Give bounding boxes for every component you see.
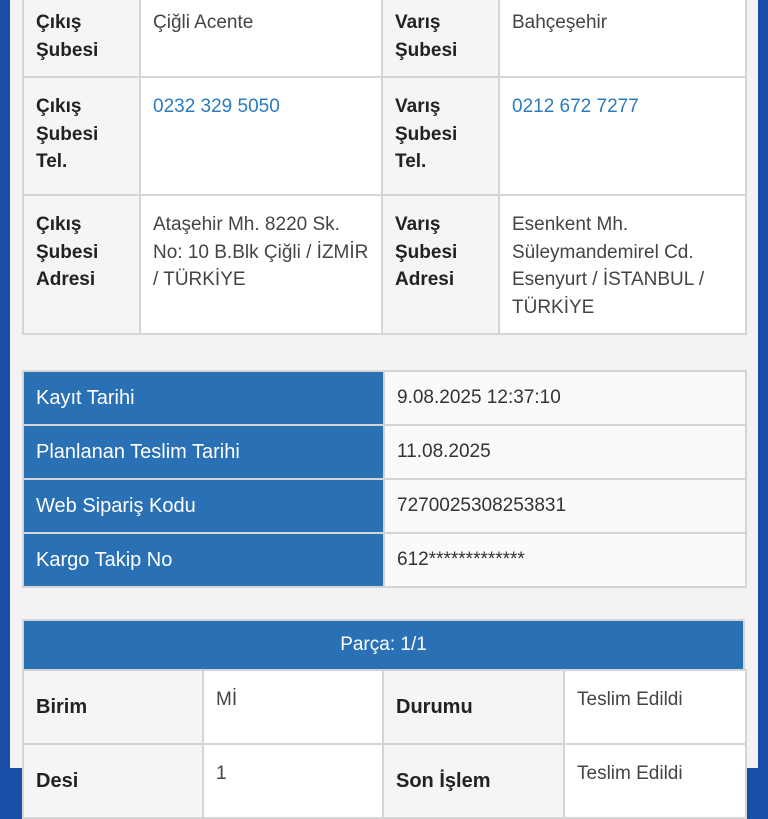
- registration-date-value: 9.08.2025 12:37:10: [384, 371, 746, 425]
- table-row: [23, 425, 746, 479]
- origin-branch-address-value: Ataşehir Mh. 8220 Sk. No: 10 B.Blk Çiğli / İZMİR / TÜRKİYE: [140, 195, 382, 334]
- table-row: [23, 77, 746, 195]
- status-label: Durumu: [383, 670, 564, 744]
- origin-branch-label: Çıkış Şubesi: [23, 0, 140, 77]
- part-header: Parça: 1/1: [22, 619, 745, 671]
- unit-label: Birim: [23, 670, 203, 744]
- table-row: [23, 533, 746, 587]
- unit-value: Mİ: [203, 670, 383, 744]
- destination-branch-phone-label: Varış Şubesi Tel.: [382, 77, 499, 195]
- part-table: [22, 669, 747, 819]
- last-action-label: Son İşlem: [383, 744, 564, 818]
- table-row: [23, 0, 746, 77]
- branch-table: [22, 0, 747, 335]
- origin-branch-value: Çiğli Acente: [140, 0, 382, 77]
- shipment-info-table: [22, 370, 747, 588]
- table-row: [23, 479, 746, 533]
- desi-label: Desi: [23, 744, 203, 818]
- origin-branch-phone-label: Çıkış Şubesi Tel.: [23, 77, 140, 195]
- origin-branch-phone-link[interactable]: 0232 329 5050: [140, 77, 382, 195]
- web-order-code-value: 7270025308253831: [384, 479, 746, 533]
- origin-branch-address-label: Çıkış Şubesi Adresi: [23, 195, 140, 334]
- planned-delivery-date-label: Planlanan Teslim Tarihi: [23, 425, 384, 479]
- destination-branch-label: Varış Şubesi: [382, 0, 499, 77]
- destination-branch-address-label: Varış Şubesi Adresi: [382, 195, 499, 334]
- destination-branch-address-value: Esenkent Mh. Süleymandemirel Cd. Esenyurt / İSTANBUL / TÜRKİYE: [499, 195, 746, 334]
- table-row: [23, 670, 746, 744]
- table-row: [23, 744, 746, 818]
- destination-branch-phone-link[interactable]: 0212 672 7277: [499, 77, 746, 195]
- tracking-number-label: Kargo Takip No: [23, 533, 384, 587]
- last-action-value: Teslim Edildi: [564, 744, 746, 818]
- planned-delivery-date-value: 11.08.2025: [384, 425, 746, 479]
- tracking-number-value: 612*************: [384, 533, 746, 587]
- desi-value: 1: [203, 744, 383, 818]
- web-order-code-label: Web Sipariş Kodu: [23, 479, 384, 533]
- table-row: [23, 195, 746, 334]
- shipment-details-panel: [10, 0, 758, 792]
- registration-date-label: Kayıt Tarihi: [23, 371, 384, 425]
- table-row: [23, 371, 746, 425]
- destination-branch-value: Bahçeşehir: [499, 0, 746, 77]
- status-value: Teslim Edildi: [564, 670, 746, 744]
